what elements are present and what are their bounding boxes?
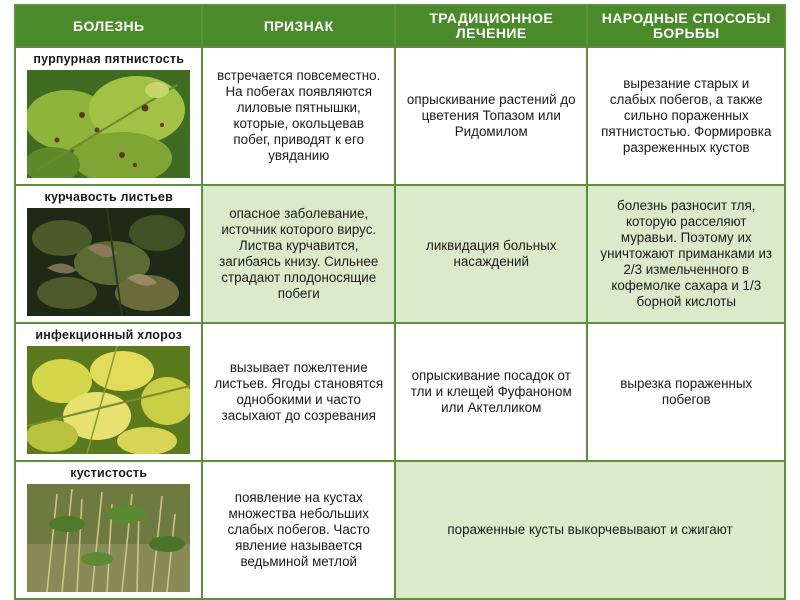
table-row [15,185,785,323]
folk-cell: вырезка пораженных побегов [587,323,785,461]
witches-broom-photo [27,484,190,592]
folk-cell: вырезание старых и слабых побегов, а также сильно пораженных пятнистостью. Формировка разреженных кустов [587,47,785,185]
disease-cell [15,461,202,599]
disease-name: инфекционный хлороз [35,328,183,342]
table-row [15,323,785,461]
header-sign: ПРИЗНАК [202,5,395,47]
table-row [15,47,785,185]
disease-cell [15,47,202,185]
traditional-cell: ликвидация больных насаждений [395,185,588,323]
folk-cell: болезнь разносит тля, которую расселяют муравьи. Поэтому их уничтожают приманками из 2/3 измельченного в кофемолке сахара и 1/3 борной кислоты [587,185,785,323]
sign-cell: опасное заболевание, источник которого вирус. Листва курчавится, загибаясь книзу. Сильнее страдают плодоносящие побеги [202,185,395,323]
header-disease: БОЛЕЗНЬ [15,5,202,47]
traditional-cell: опрыскивание растений до цветения Топазом или Ридомилом [395,47,588,185]
merged-treatment-cell: пораженные кусты выкорчевывают и сжигают [395,461,785,599]
chlorosis-photo [27,346,190,454]
traditional-cell: опрыскивание посадок от тли и клещей Фуфаноном или Актелликом [395,323,588,461]
leaf-curl-photo [27,208,190,316]
purple-spot-photo [27,70,190,178]
table-row [15,461,785,599]
disease-name: пурпурная пятнистость [33,52,185,66]
disease-table [14,4,786,600]
header-folk: НАРОДНЫЕ СПОСОБЫ БОРЬБЫ [587,5,785,47]
disease-cell [15,185,202,323]
disease-name: кустистость [70,466,148,480]
sign-cell: появление на кустах множества небольших слабых побегов. Часто явление называется ведьминой метлой [202,461,395,599]
sign-cell: вызывает пожелтение листьев. Ягоды становятся однобокими и часто засыхают до созревания [202,323,395,461]
disease-cell [15,323,202,461]
disease-name: курчавость листьев [44,190,173,204]
sign-cell: встречается повсеместно. На побегах появляются лиловые пятнышки, которые, окольцевав побег, приводят к его увяданию [202,47,395,185]
header-traditional: ТРАДИЦИОННОЕ ЛЕЧЕНИЕ [395,5,588,47]
header-row [15,5,785,47]
